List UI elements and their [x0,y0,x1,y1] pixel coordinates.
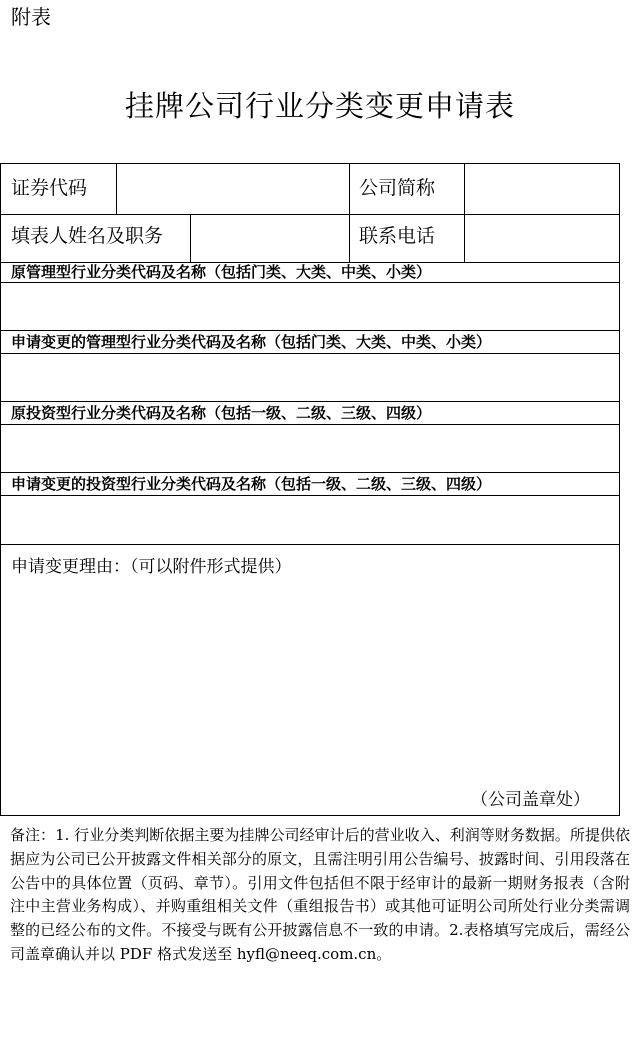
contact-phone-label: 联系电话 [359,225,436,247]
divider [349,164,350,262]
divider [1,330,620,331]
divider [1,544,620,545]
divider [1,353,620,354]
attachment-label: 附表 [11,5,51,29]
application-form-table [0,163,620,816]
company-short-name-field[interactable] [474,175,614,201]
requested-investment-industry-label: 申请变更的投资型行业分类代码及名称（包括一级、二级、三级、四级） [11,475,492,493]
original-management-industry-field[interactable] [11,292,611,318]
requested-management-industry-field[interactable] [11,364,611,390]
filler-name-position-label: 填表人姓名及职务 [11,225,164,247]
requested-management-industry-label: 申请变更的管理型行业分类代码及名称（包括门类、大类、中类、小类） [11,333,492,351]
contact-phone-field[interactable] [474,223,614,249]
divider [1,472,620,473]
footnote: 备注：1. 行业分类判断依据主要为挂牌公司经审计后的营业收入、利润等财务数据。所提供依据应为公司已公开披露文件相关部分的原文，且需注明引用公告编号、披露时间、引用段落在公告中的具体位置（页码、章节）。引用文件包括但不限于经审计的最新一期财务报表（含附注中主营业务构成）、并购重组相关文件（重组报告书）或其他可证明公司所处行业分类需调整的已经公布的文件。不接受与既有公开披露信息不一致的申请。2.表格填写完成后，需经公司盖章确认并以 PDF 格式发送至 hyfl@neeq.com.cn。 [10,826,630,963]
divider [1,495,620,496]
divider [1,282,620,283]
company-seal-label: （公司盖章处） [471,790,590,810]
divider [116,164,117,214]
requested-investment-industry-field[interactable] [11,506,611,532]
page-title: 挂牌公司行业分类变更申请表 [124,89,515,123]
divider [190,214,191,262]
divider [464,164,465,262]
security-code-field[interactable] [126,175,341,201]
company-short-name-label: 公司简称 [359,177,436,199]
change-reason-label: 申请变更理由：（可以附件形式提供） [11,557,292,577]
divider [1,214,620,215]
change-reason-field[interactable] [11,588,611,778]
original-management-industry-label: 原管理型行业分类代码及名称（包括门类、大类、中类、小类） [11,263,432,281]
original-investment-industry-field[interactable] [11,435,611,461]
divider [1,401,620,402]
security-code-label: 证券代码 [11,177,88,199]
divider [1,424,620,425]
original-investment-industry-label: 原投资型行业分类代码及名称（包括一级、二级、三级、四级） [11,404,432,422]
filler-name-position-field[interactable] [200,223,340,249]
